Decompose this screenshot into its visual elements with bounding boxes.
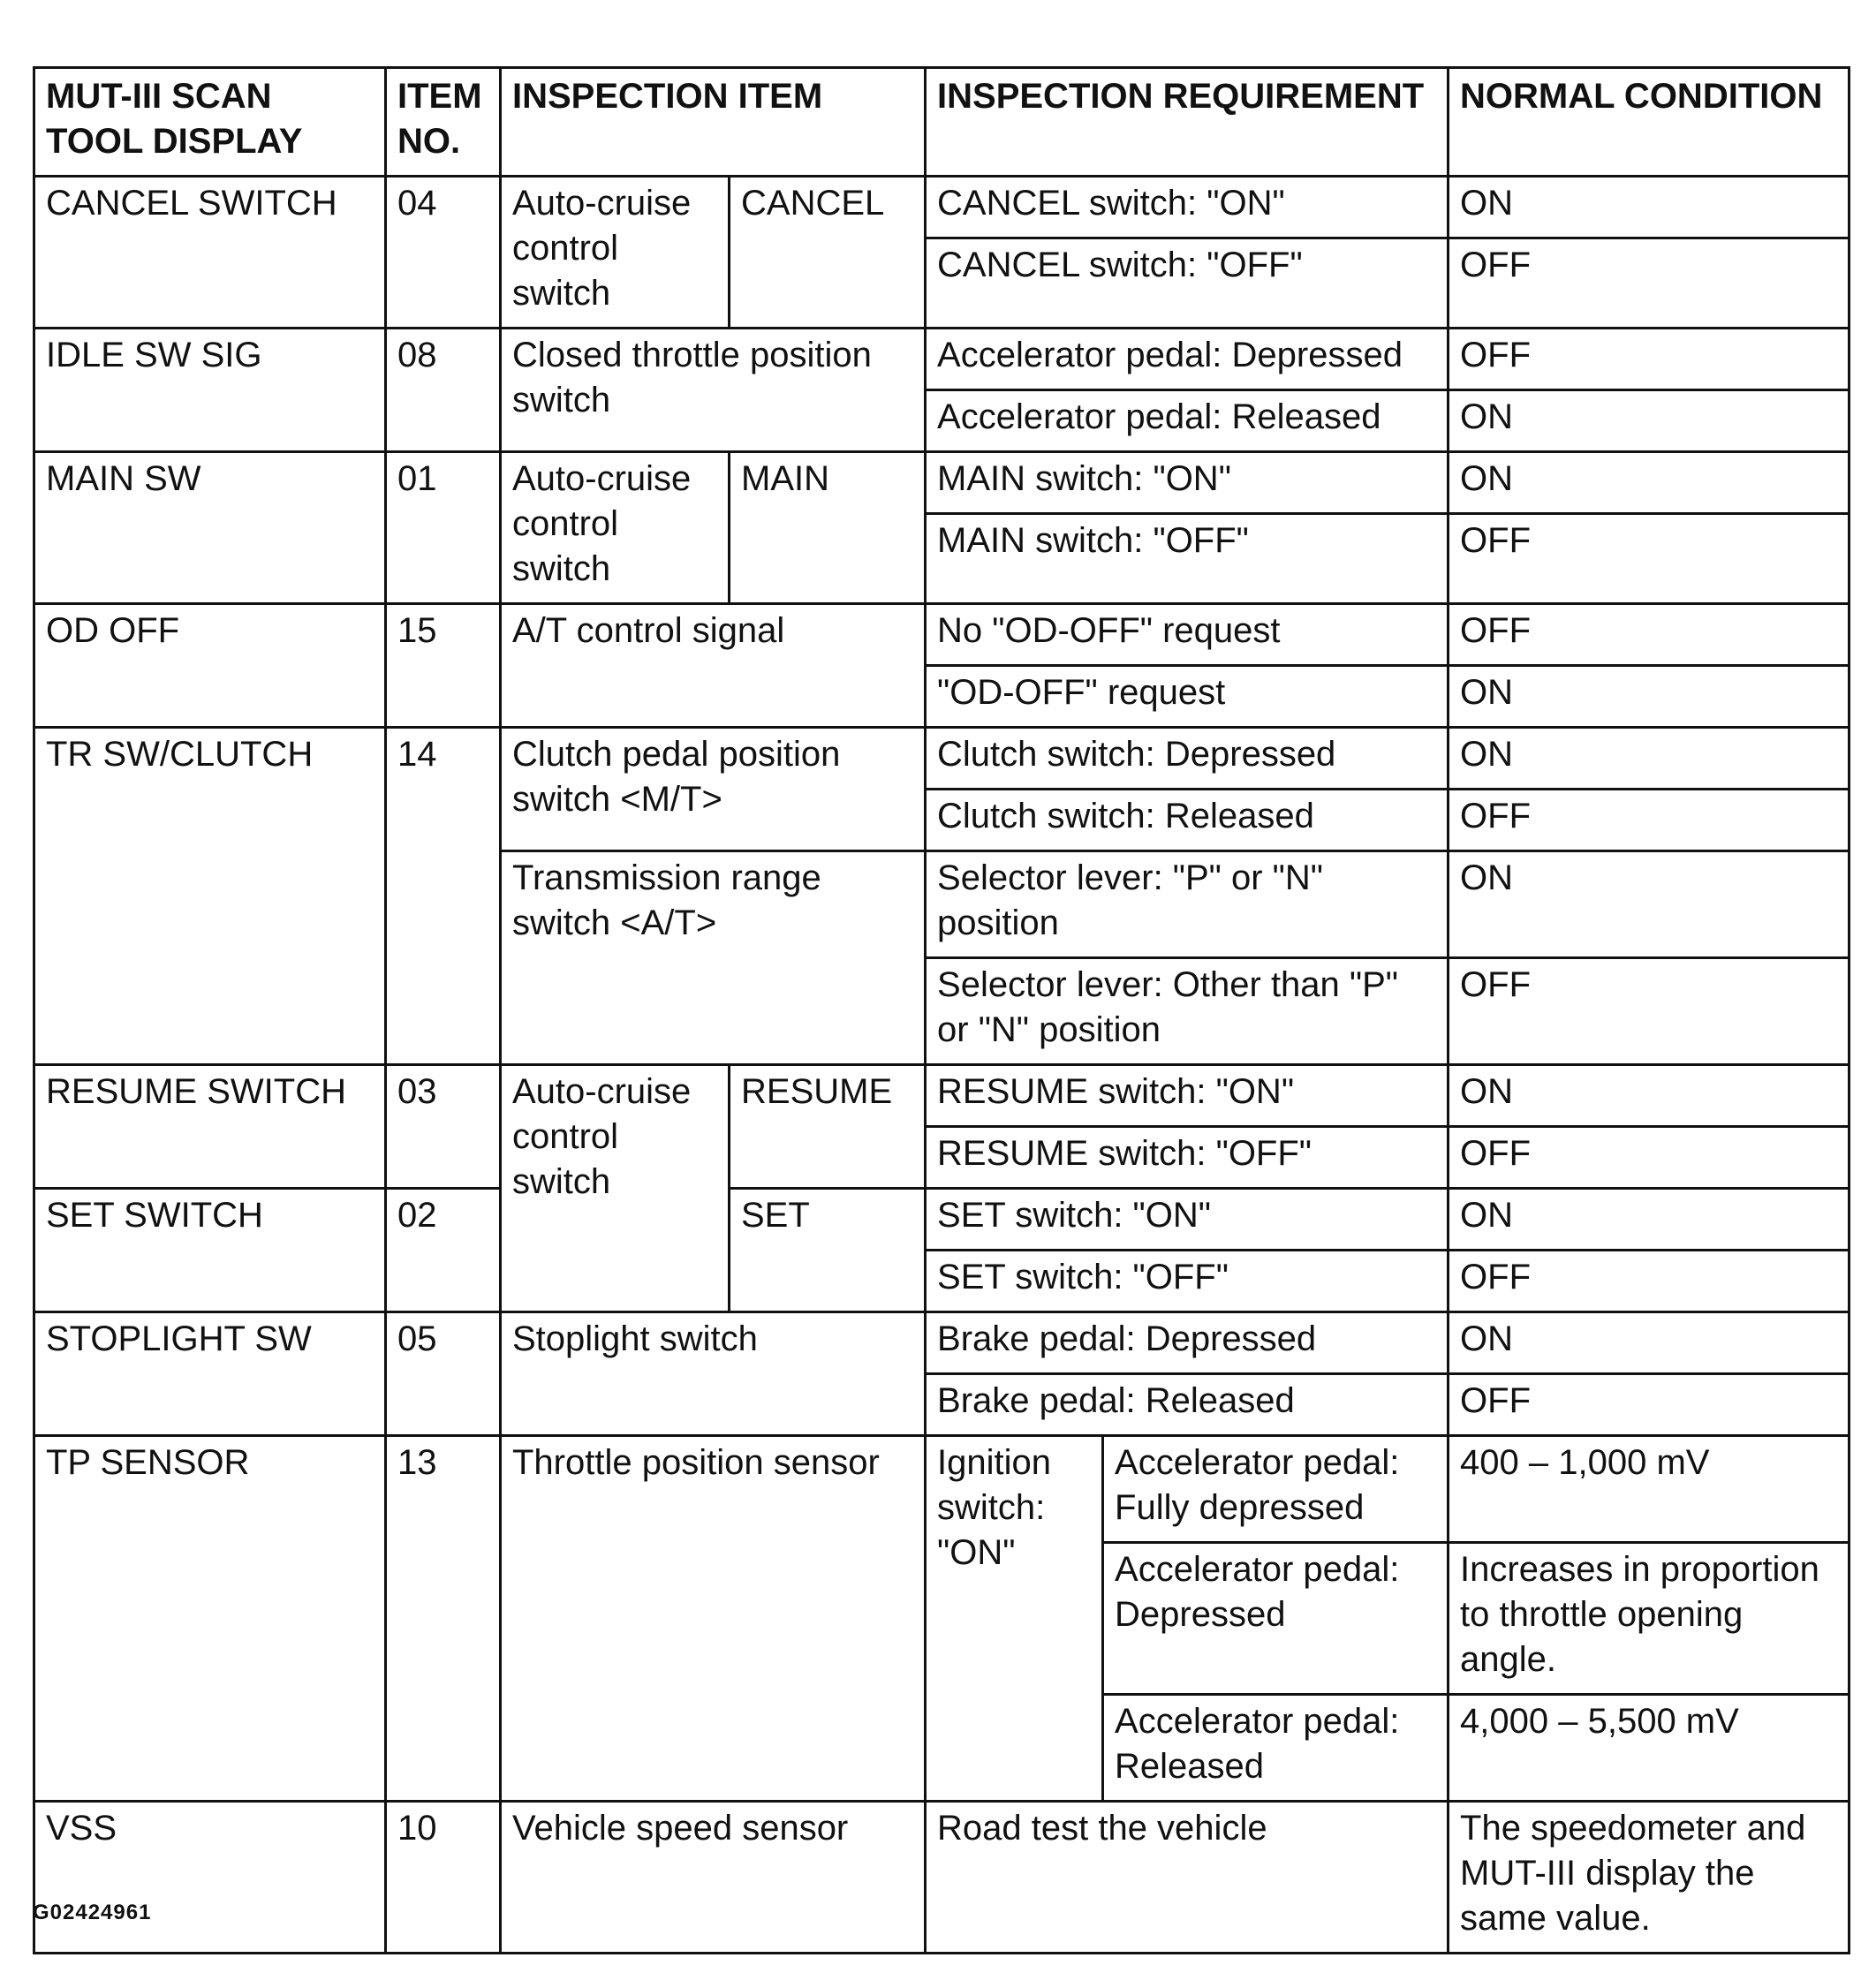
inspection-item-cell: Closed throttle position switch [501,329,926,452]
item-no-cell: 04 [386,177,501,329]
normal-cell: The speedometer and MUT-III display the same value. [1449,1802,1850,1954]
header-normal: NORMAL CONDITION [1449,68,1850,177]
requirement-cell: Accelerator pedal: Released [926,390,1449,452]
requirement-cell: Accelerator pedal: Fully depressed [1103,1436,1449,1543]
requirement-cell: RESUME switch: "ON" [926,1065,1449,1127]
normal-cell: OFF [1449,1251,1850,1312]
item-no-cell: 14 [386,728,501,1065]
requirement-cell: Selector lever: Other than "P" or "N" position [926,958,1449,1065]
requirement-cell: Brake pedal: Depressed [926,1312,1449,1374]
requirement-cell: Accelerator pedal: Depressed [926,329,1449,390]
normal-cell: OFF [1449,1374,1850,1436]
item-no-cell: 05 [386,1312,501,1436]
requirement-cell: Accelerator pedal: Released [1103,1695,1449,1802]
requirement-cell: CANCEL switch: "OFF" [926,238,1449,329]
header-inspection-item: INSPECTION ITEM [501,68,926,177]
normal-cell: OFF [1449,238,1850,329]
normal-cell: ON [1449,390,1850,452]
normal-cell: OFF [1449,604,1850,666]
inspection-sub-cell: RESUME [730,1065,926,1189]
normal-cell: ON [1449,1189,1850,1251]
normal-cell: ON [1449,177,1850,238]
header-display: MUT-III SCAN TOOL DISPLAY [34,68,386,177]
requirement-cell: SET switch: "ON" [926,1189,1449,1251]
display-cell: MAIN SW [34,452,386,604]
table-row [34,604,1850,666]
table-row [34,329,1850,390]
display-cell: TR SW/CLUTCH [34,728,386,1065]
table-row [34,452,1850,514]
header-row [34,68,1850,177]
normal-cell: OFF [1449,958,1850,1065]
normal-cell: OFF [1449,514,1850,604]
table-row [34,1802,1850,1954]
requirement-cell: CANCEL switch: "ON" [926,177,1449,238]
requirement-cell: Selector lever: "P" or "N" position [926,851,1449,958]
item-no-cell: 13 [386,1436,501,1802]
inspection-item-cell: Auto-cruise control switch [501,177,730,329]
table-row [34,728,1850,790]
item-no-cell: 15 [386,604,501,728]
normal-cell: OFF [1449,790,1850,851]
normal-cell: 4,000 – 5,500 mV [1449,1695,1850,1802]
normal-cell: 400 – 1,000 mV [1449,1436,1850,1543]
normal-cell: ON [1449,1065,1850,1127]
display-cell: STOPLIGHT SW [34,1312,386,1436]
inspection-sub-cell: SET [730,1189,926,1312]
inspection-item-cell: Throttle position sensor [501,1436,926,1802]
inspection-item-cell: Vehicle speed sensor [501,1802,926,1954]
requirement-cell: Clutch switch: Released [926,790,1449,851]
display-cell: OD OFF [34,604,386,728]
inspection-table [33,66,1850,1954]
ignition-cell: Ignition switch: "ON" [926,1436,1103,1802]
normal-cell: OFF [1449,1127,1850,1189]
display-cell: IDLE SW SIG [34,329,386,452]
display-cell: CANCEL SWITCH [34,177,386,329]
table-row [34,1436,1850,1543]
table-row [34,177,1850,238]
requirement-cell: SET switch: "OFF" [926,1251,1449,1312]
header-item-no: ITEM NO. [386,68,501,177]
inspection-sub-cell: MAIN [730,452,926,604]
figure-id: G02424961 [33,1901,152,1924]
requirement-cell: Clutch switch: Depressed [926,728,1449,790]
requirement-cell: MAIN switch: "ON" [926,452,1449,514]
inspection-item-cell: Stoplight switch [501,1312,926,1436]
inspection-item-cell: Auto-cruise control switch [501,1065,730,1312]
requirement-cell: Accelerator pedal: Depressed [1103,1543,1449,1695]
requirement-cell: RESUME switch: "OFF" [926,1127,1449,1189]
normal-cell: ON [1449,728,1850,790]
inspection-item-cell: A/T control signal [501,604,926,728]
normal-cell: ON [1449,666,1850,728]
inspection-item-cell: Clutch pedal position switch <M/T> [501,728,926,851]
normal-cell: OFF [1449,329,1850,390]
item-no-cell: 03 [386,1065,501,1189]
normal-cell: Increases in proportion to throttle opening angle. [1449,1543,1850,1695]
requirement-cell: MAIN switch: "OFF" [926,514,1449,604]
table-row [34,1065,1850,1127]
table-row [34,1312,1850,1374]
inspection-table-container [33,66,1848,1954]
item-no-cell: 01 [386,452,501,604]
header-requirement: INSPECTION REQUIREMENT [926,68,1449,177]
inspection-sub-cell: CANCEL [730,177,926,329]
requirement-cell: Road test the vehicle [926,1802,1449,1954]
requirement-cell: "OD-OFF" request [926,666,1449,728]
normal-cell: ON [1449,851,1850,958]
item-no-cell: 08 [386,329,501,452]
display-cell: VSS [34,1802,386,1954]
requirement-cell: No "OD-OFF" request [926,604,1449,666]
normal-cell: ON [1449,1312,1850,1374]
display-cell: RESUME SWITCH [34,1065,386,1189]
normal-cell: ON [1449,452,1850,514]
item-no-cell: 10 [386,1802,501,1954]
inspection-item-cell: Transmission range switch <A/T> [501,851,926,1065]
display-cell: SET SWITCH [34,1189,386,1312]
inspection-item-cell: Auto-cruise control switch [501,452,730,604]
requirement-cell: Brake pedal: Released [926,1374,1449,1436]
table-row [34,1189,1850,1251]
display-cell: TP SENSOR [34,1436,386,1802]
item-no-cell: 02 [386,1189,501,1312]
